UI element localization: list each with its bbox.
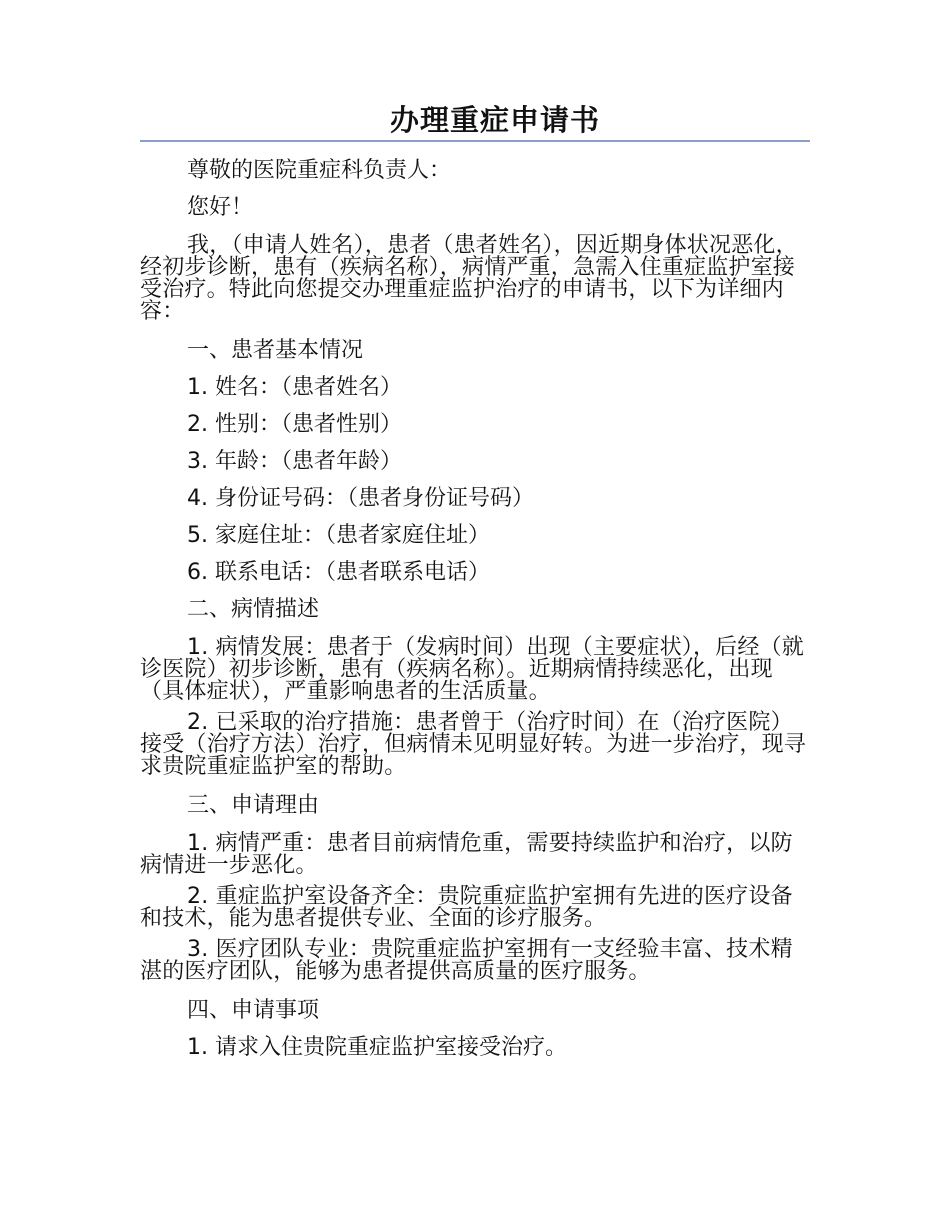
section-heading-reasons: 三、申请理由 (187, 793, 320, 818)
document-title: 办理重症申请书 (389, 103, 600, 137)
basic-info-phone: 6. 联系电话：（患者联系电话） (187, 560, 490, 585)
condition-development: 1. 病情发展：患者于（发病时间）出现（主要症状），后经（就诊医院）初步诊断，患有（疾病名称）。近期病情持续恶化，出现（具体症状），严重影响患者的生活质量。 (140, 635, 804, 704)
intro-paragraph: 我，（申请人姓名），患者（患者姓名），因近期身体状况恶化，经初步诊断，患有（疾病名称），病情严重，急需入住重症监护室接受治疗。特此向您提交办理重症监护治疗的申请书，以下为详细内容： (140, 233, 798, 324)
basic-info-id-number: 4. 身份证号码：（患者身份证号码） (187, 486, 534, 511)
greeting: 您好！ (187, 195, 254, 220)
basic-info-gender: 2. 性别：（患者性别） (187, 412, 402, 437)
section-heading-requests: 四、申请事项 (187, 998, 320, 1023)
reason-team: 3. 医疗团队专业：贵院重症监护室拥有一支经验丰富、技术精湛的医疗团队，能够为患者提供高质量的医疗服务。 (140, 937, 793, 984)
reason-severity: 1. 病情严重：患者目前病情危重，需要持续监护和治疗，以防病情进一步恶化。 (140, 831, 793, 878)
request-admission: 1. 请求入住贵院重症监护室接受治疗。 (187, 1035, 567, 1060)
title-underline (140, 140, 810, 142)
section-heading-condition: 二、病情描述 (187, 597, 320, 622)
basic-info-address: 5. 家庭住址：（患者家庭住址） (187, 523, 490, 548)
document-page (140, 100, 810, 1066)
salutation: 尊敬的医院重症科负责人： (187, 158, 452, 183)
section-heading-basic-info: 一、患者基本情况 (187, 338, 364, 363)
basic-info-age: 3. 年龄：（患者年龄） (187, 449, 402, 474)
condition-treatment-taken: 2. 已采取的治疗措施：患者曾于（治疗时间）在（治疗医院）接受（治疗方法）治疗，但病情未见明显好转。为进一步治疗，现寻求贵院重症监护室的帮助。 (140, 710, 807, 779)
basic-info-name: 1. 姓名：（患者姓名） (187, 375, 402, 400)
reason-equipment: 2. 重症监护室设备齐全：贵院重症监护室拥有先进的医疗设备和技术，能为患者提供专业、全面的诊疗服务。 (140, 884, 793, 931)
